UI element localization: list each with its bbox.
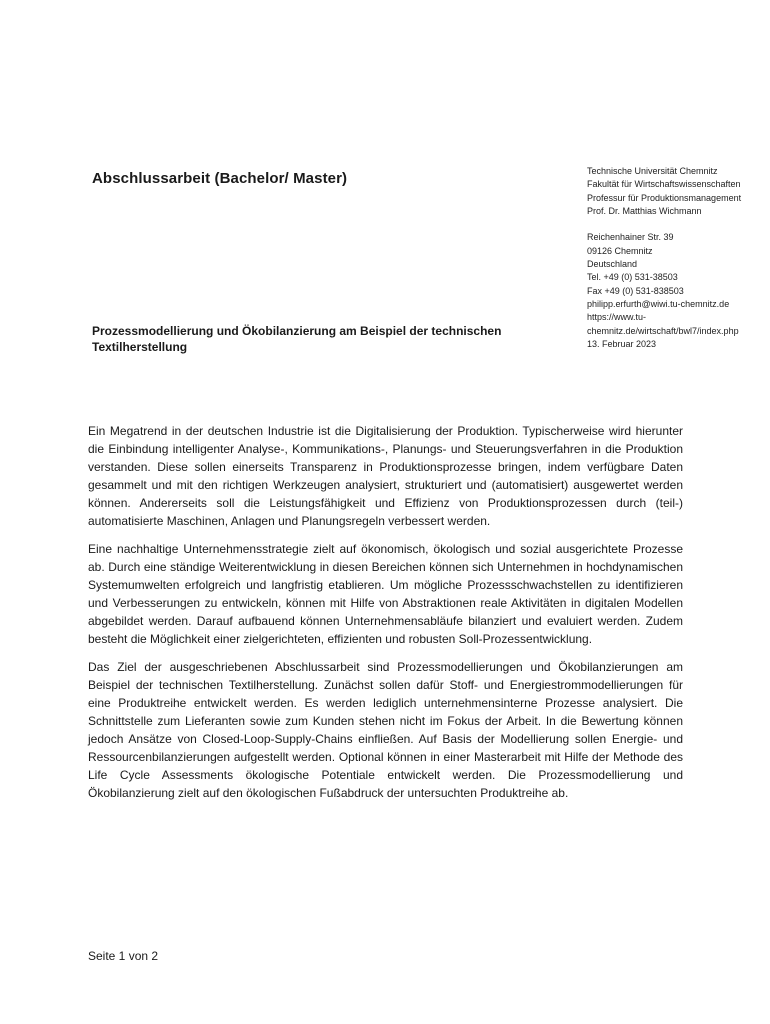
- chair-name: Professur für Produktionsmanagement: [587, 192, 742, 203]
- body-text: [88, 422, 683, 812]
- paragraph-2: Eine nachhaltige Unternehmensstrategie zielt auf ökonomisch, ökologisch und sozial ausgerichtete Prozesse ab. Durch eine ständige Weiterentwicklung in diesen Bereichen können sich Unternehmen in hochdynamischen Systemumwelten erfolgreich und langfristig etablieren. Um mögliche Prozessschwachstellen zu identifizieren und Verbesserungen zu entwickeln, können mit Hilfe von Abstraktionen reale Aktivitäten in digitalen Modellen abgebildet werden. Darauf aufbauend können Unternehmensabläufe bilanziert und evaluiert werden. Zudem besteht die Möglichkeit einer zielgerichteten, effizienten und robusten Soll-Prozessentwicklung.: [88, 542, 683, 646]
- paragraph-1: Ein Megatrend in der deutschen Industrie ist die Digitalisierung der Produktion. Typischerweise wird hierunter die Einbindung intelligenter Analyse-, Kommunikations-, Planungs- und Steuerungsverfahren in die Produktion verstanden. Diese sollen einerseits Transparenz in Produktionsprozesse bringen, indem verfügbare Daten gesammelt und mit den richtigen Werkzeugen analysiert, strukturiert und (automatisiert) ausgewertet werden können. Andererseits soll die Leistungsfähigkeit und Effizienz von Produktionsprozessen durch (teil-) automatisierte Maschinen, Anlagen und Planungsregeln verbessert werden.: [88, 424, 683, 528]
- phone-number: Tel. +49 (0) 531-38503: [587, 272, 678, 283]
- street-address: Reichenhainer Str. 39: [587, 232, 674, 243]
- page-number: Seite 1 von 2: [88, 949, 159, 963]
- document-title: Abschlussarbeit (Bachelor/ Master): [92, 170, 348, 187]
- city-postal: 09126 Chemnitz: [587, 245, 653, 256]
- university-name: Technische Universität Chemnitz: [587, 166, 718, 176]
- paragraph-3: Das Ziel der ausgeschriebenen Abschlussarbeit sind Prozessmodellierungen und Ökobilanzierungen am Beispiel der technischen Textilherstellung. Zunächst sollen dafür Stoff- und Energiestrommodellierungen für eine Produktreihe entwickelt werden. Es werden lediglich unternehmensinterne Prozesse analysiert. Die Schnittstelle zum Lieferanten sowie zum Kunden stehen nicht im Fokus der Arbeit. In die Bewertung können jedoch Ansätze von Closed-Loop-Supply-Chains einfließen. Auf Basis der Modellierung sollen Energie- und Ressourcenbilanzierungen aufgestellt werden. Optional können in einer Masterarbeit mit Hilfe der Methode des Life Cycle Assessments ökologische Potentiale entwickelt werden. Die Prozessmodellierung und Ökobilanzierung zielt auf den ökologischen Fußabdruck der untersuchten Produktreihe ab.: [88, 660, 683, 800]
- professor-name: Prof. Dr. Matthias Wichmann: [587, 205, 702, 216]
- address-spacer: [587, 218, 765, 231]
- address-block: [587, 165, 765, 351]
- thesis-topic-title: Prozessmodellierung und Ökobilanzierung am Beispiel der technischen Textilherstellung: [92, 324, 502, 354]
- website-url-part1[interactable]: https://www.tu-: [587, 312, 647, 323]
- fax-number: Fax +49 (0) 531-838503: [587, 285, 684, 296]
- country: Deutschland: [587, 259, 638, 270]
- email-address[interactable]: philipp.erfurth@wiwi.tu-chemnitz.de: [587, 298, 730, 309]
- faculty-name: Fakultät für Wirtschaftswissenschaften: [587, 179, 741, 190]
- website-url-part2[interactable]: chemnitz.de/wirtschaft/bwl7/index.php: [587, 325, 739, 336]
- document-date: 13. Februar 2023: [587, 338, 657, 349]
